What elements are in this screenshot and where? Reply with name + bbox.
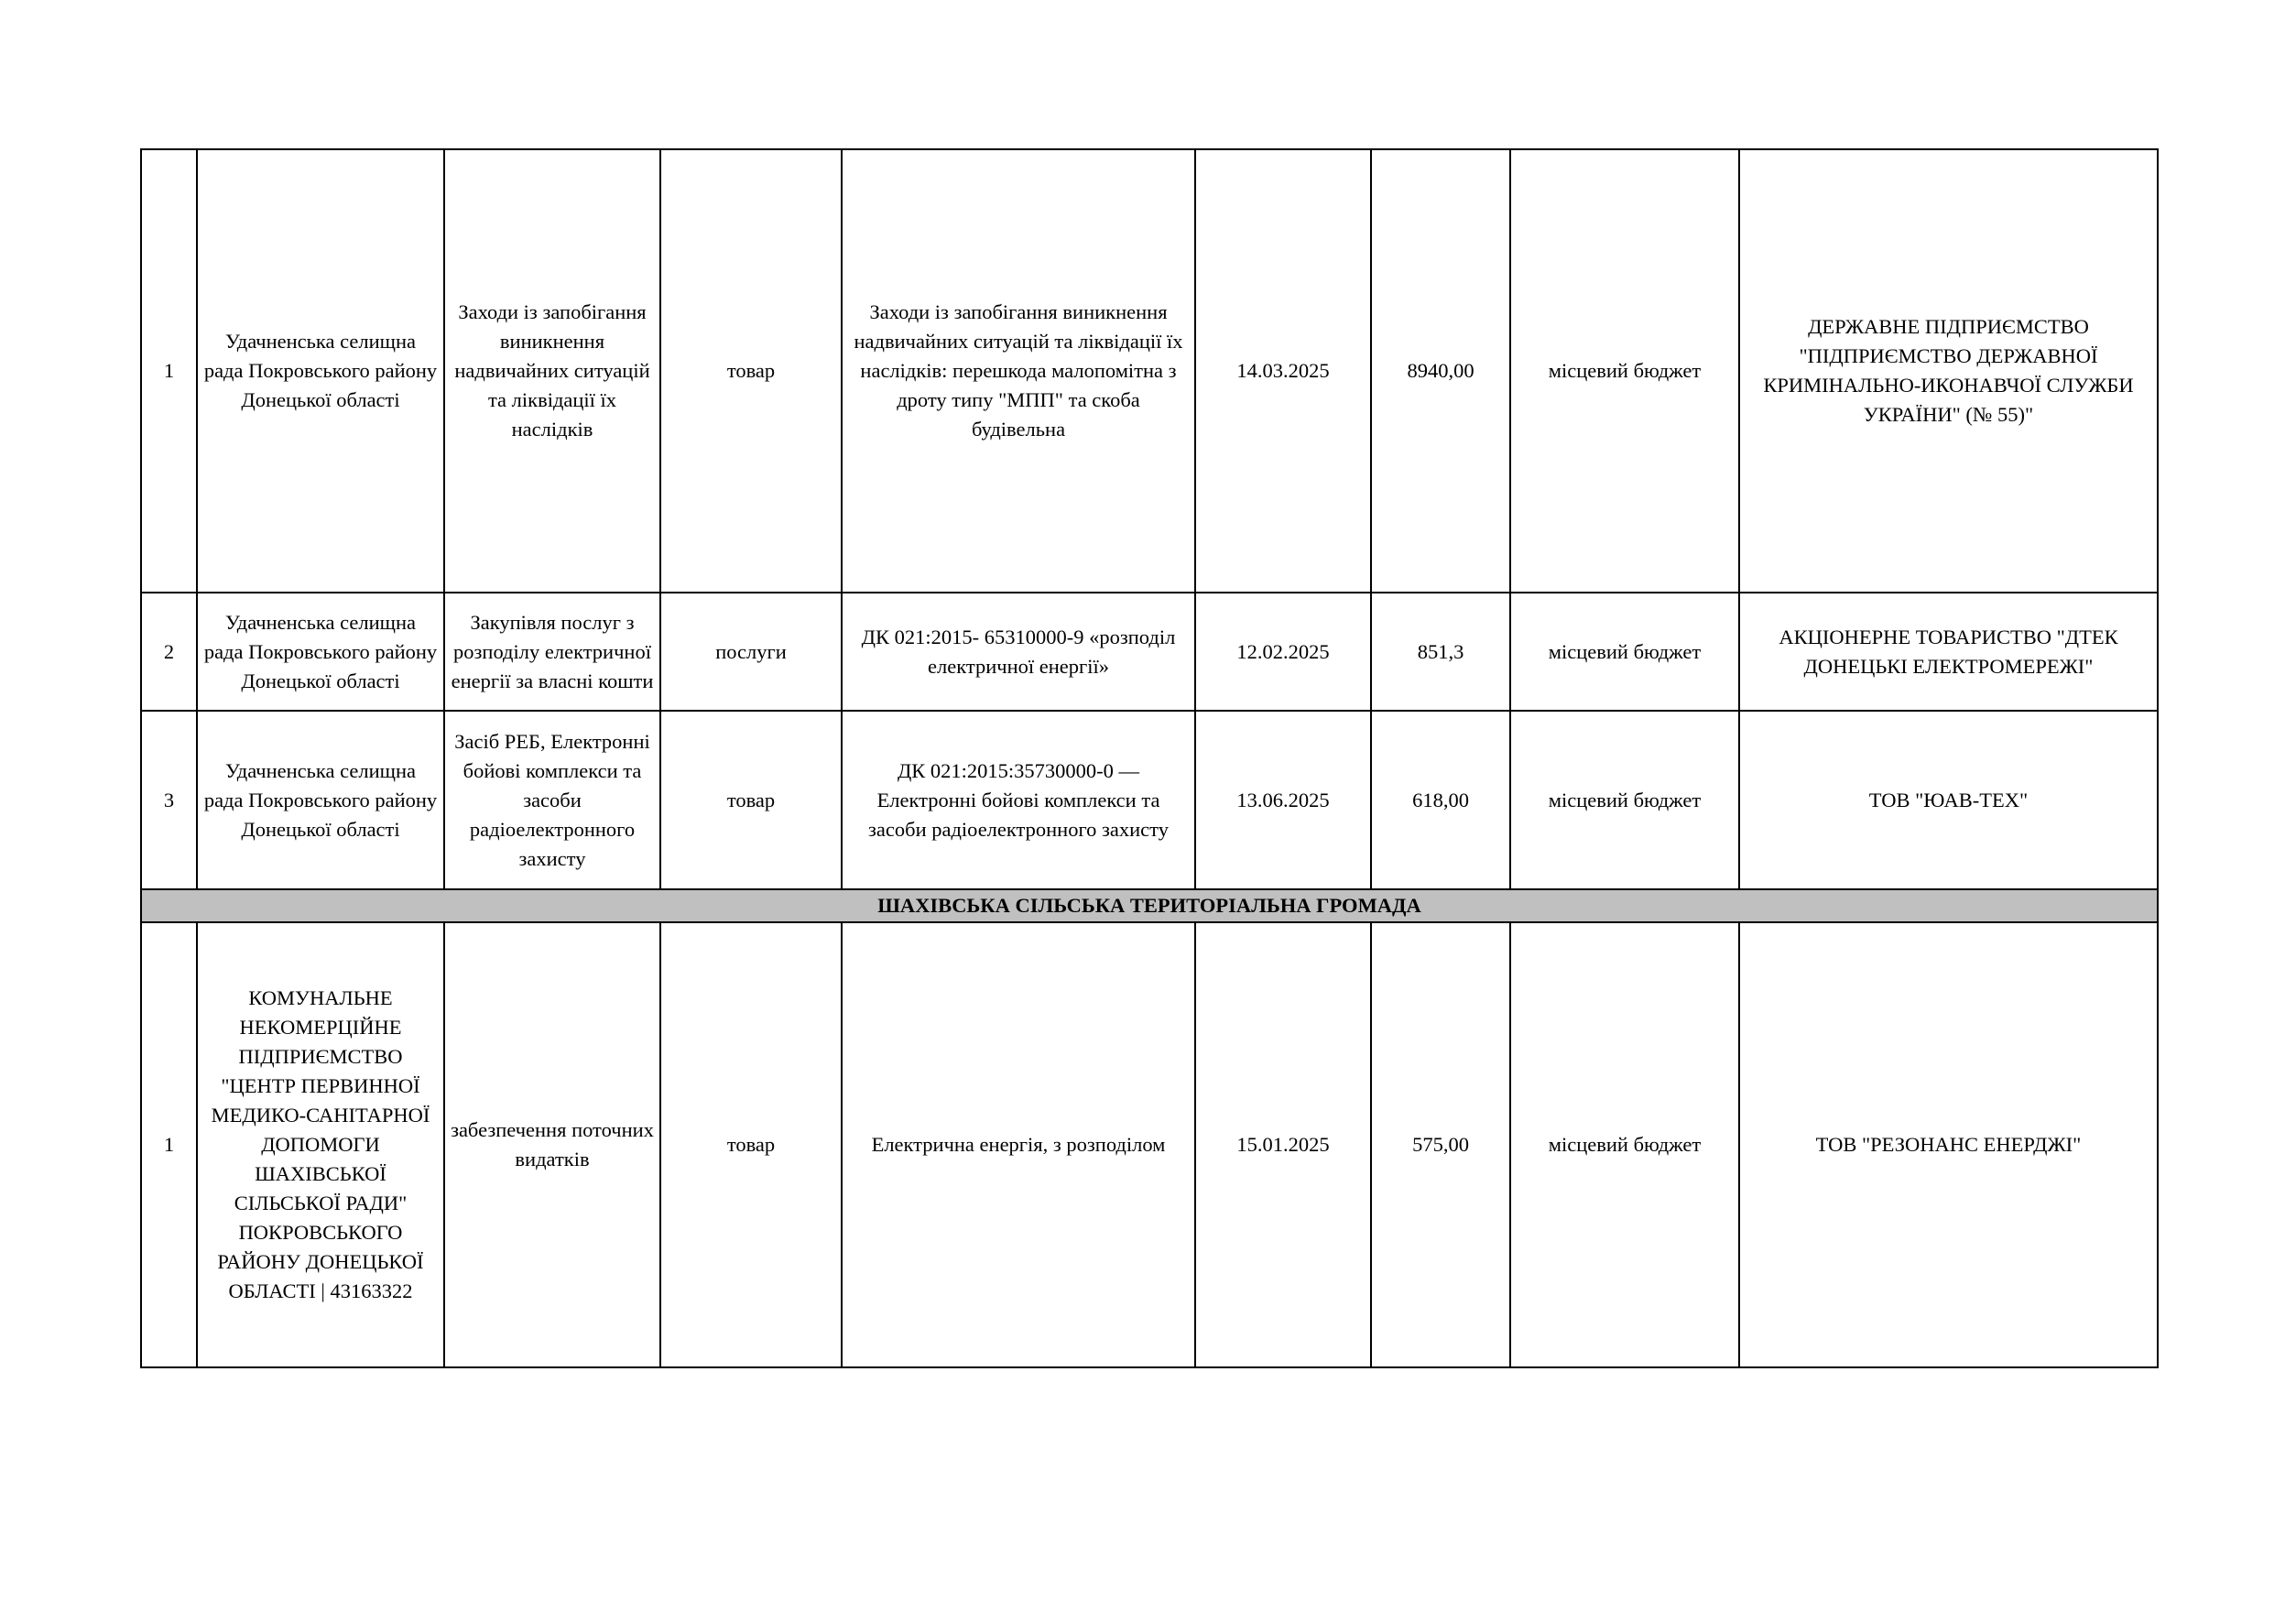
amount-cell: 618,00 [1371,711,1510,889]
supplier-cell: ТОВ "ЮАВ-ТЕХ" [1739,711,2158,889]
row-number: 1 [141,149,197,593]
procurement-table [140,148,2159,1368]
description-cell: ДК 021:2015- 65310000-9 «розподіл електричної енергії» [842,593,1195,711]
date-cell: 14.03.2025 [1195,149,1371,593]
funding-source-cell: місцевий бюджет [1510,593,1739,711]
funding-source-cell: місцевий бюджет [1510,922,1739,1367]
type-cell: товар [660,711,842,889]
row-number: 2 [141,593,197,711]
table-row [141,922,2158,1367]
row-number: 3 [141,711,197,889]
funding-source-cell: місцевий бюджет [1510,711,1739,889]
date-cell: 12.02.2025 [1195,593,1371,711]
table-row [141,149,2158,593]
section-header-row [141,889,2158,922]
description-cell: Заходи із запобігання виникнення надвичайних ситуацій та ліквідації їх наслідків: перешкода малопомітна з дроту типу "МПП" та скоба будівельна [842,149,1195,593]
section-title: ШАХІВСЬКА СІЛЬСЬКА ТЕРИТОРІАЛЬНА ГРОМАДА [141,889,2158,922]
supplier-cell: АКЦІОНЕРНЕ ТОВАРИСТВО "ДТЕК ДОНЕЦЬКІ ЕЛЕКТРОМЕРЕЖІ" [1739,593,2158,711]
supplier-cell: ТОВ "РЕЗОНАНС ЕНЕРДЖІ" [1739,922,2158,1367]
type-cell: товар [660,149,842,593]
date-cell: 13.06.2025 [1195,711,1371,889]
description-cell: Електрична енергія, з розподілом [842,922,1195,1367]
subject-cell: забезпечення поточних видатків [444,922,660,1367]
customer-cell: Удачненська селищна рада Покровського району Донецької області [197,711,444,889]
type-cell: послуги [660,593,842,711]
description-cell: ДК 021:2015:35730000-0 — Електронні бойові комплекси та засоби радіоелектронного захисту [842,711,1195,889]
subject-cell: Закупівля послуг з розподілу електричної енергії за власні кошти [444,593,660,711]
row-number: 1 [141,922,197,1367]
customer-cell: КОМУНАЛЬНЕ НЕКОМЕРЦІЙНЕ ПІДПРИЄМСТВО "ЦЕНТР ПЕРВИННОЇ МЕДИКО-САНІТАРНОЇ ДОПОМОГИ ШАХІВСЬКОЇ СІЛЬСЬКОЇ РАДИ" ПОКРОВСЬКОГО РАЙОНУ ДОНЕЦЬКОЇ ОБЛАСТІ | 43163322 [197,922,444,1367]
type-cell: товар [660,922,842,1367]
amount-cell: 575,00 [1371,922,1510,1367]
supplier-cell: ДЕРЖАВНЕ ПІДПРИЄМСТВО "ПІДПРИЄМСТВО ДЕРЖАВНОЇ КРИМІНАЛЬНО-ИКОНАВЧОЇ СЛУЖБИ УКРАЇНИ" (№ 55)" [1739,149,2158,593]
date-cell: 15.01.2025 [1195,922,1371,1367]
subject-cell: Заходи із запобігання виникнення надвичайних ситуацій та ліквідації їх наслідків [444,149,660,593]
customer-cell: Удачненська селищна рада Покровського району Донецької області [197,593,444,711]
subject-cell: Засіб РЕБ, Електронні бойові комплекси та засоби радіоелектронного захисту [444,711,660,889]
customer-cell: Удачненська селищна рада Покровського району Донецької області [197,149,444,593]
funding-source-cell: місцевий бюджет [1510,149,1739,593]
amount-cell: 851,3 [1371,593,1510,711]
table-row [141,593,2158,711]
table-row [141,711,2158,889]
amount-cell: 8940,00 [1371,149,1510,593]
